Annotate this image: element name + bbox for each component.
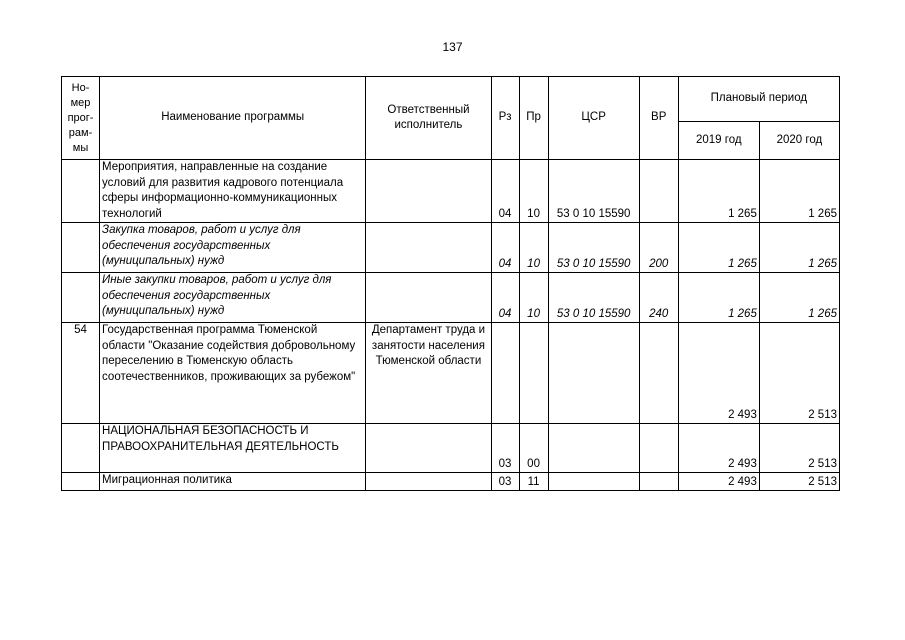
cell-program-number: [62, 473, 100, 491]
cell-program-name: Мероприятия, направленные на создание условий для развития кадрового потенциала сферы информационно-коммуникационных технологий: [100, 160, 366, 223]
cell-pr: 00: [519, 424, 548, 473]
cell-pr: 10: [519, 160, 548, 223]
cell-csr: [548, 473, 639, 491]
budget-table: [61, 76, 840, 491]
cell-executor: [366, 424, 491, 473]
header-vr: ВР: [639, 77, 678, 160]
cell-vr: [639, 323, 678, 424]
cell-csr: 53 0 10 15590: [548, 223, 639, 273]
cell-amount-2020: 1 265: [759, 273, 839, 323]
cell-csr: 53 0 10 15590: [548, 273, 639, 323]
cell-amount-2020: 1 265: [759, 160, 839, 223]
table-row: [62, 273, 840, 323]
header-responsible-executor: Ответственный исполнитель: [366, 77, 491, 160]
header-program-name: Наименование программы: [100, 77, 366, 160]
cell-amount-2019: 2 493: [678, 424, 759, 473]
cell-rz: 04: [491, 223, 519, 273]
cell-program-name: Иные закупки товаров, работ и услуг для обеспечения государственных (муниципальных) нужд: [100, 273, 366, 323]
table-row: [62, 424, 840, 473]
cell-csr: 53 0 10 15590: [548, 160, 639, 223]
header-csr: ЦСР: [548, 77, 639, 160]
cell-executor: [366, 273, 491, 323]
cell-vr: [639, 473, 678, 491]
cell-csr: [548, 424, 639, 473]
cell-program-number: 54: [62, 323, 100, 424]
page-number: 137: [442, 40, 463, 54]
cell-program-number: [62, 273, 100, 323]
cell-program-name: НАЦИОНАЛЬНАЯ БЕЗОПАСНОСТЬ И ПРАВООХРАНИТЕЛЬНАЯ ДЕЯТЕЛЬНОСТЬ: [100, 424, 366, 473]
cell-amount-2019: 2 493: [678, 473, 759, 491]
header-pr: Пр: [519, 77, 548, 160]
cell-program-number: [62, 424, 100, 473]
cell-vr: [639, 424, 678, 473]
cell-amount-2019: 2 493: [678, 323, 759, 424]
cell-amount-2019: 1 265: [678, 273, 759, 323]
cell-pr: 10: [519, 273, 548, 323]
header-year-2019: 2019 год: [678, 122, 759, 160]
cell-program-name: Закупка товаров, работ и услуг для обеспечения государственных (муниципальных) нужд: [100, 223, 366, 273]
cell-program-name: Миграционная политика: [100, 473, 366, 491]
cell-amount-2020: 2 513: [759, 424, 839, 473]
cell-vr: [639, 160, 678, 223]
cell-vr: 240: [639, 273, 678, 323]
cell-executor: [366, 223, 491, 273]
table-row: [62, 160, 840, 223]
cell-amount-2019: 1 265: [678, 160, 759, 223]
cell-rz: 04: [491, 273, 519, 323]
header-row-1: [62, 77, 840, 122]
cell-pr: 10: [519, 223, 548, 273]
cell-rz: [491, 323, 519, 424]
header-year-2020: 2020 год: [759, 122, 839, 160]
cell-rz: 03: [491, 473, 519, 491]
cell-vr: 200: [639, 223, 678, 273]
cell-amount-2020: 2 513: [759, 473, 839, 491]
header-planned-period: Плановый период: [678, 77, 839, 122]
cell-pr: [519, 323, 548, 424]
cell-amount-2019: 1 265: [678, 223, 759, 273]
cell-executor: [366, 160, 491, 223]
cell-executor: [366, 473, 491, 491]
table-row: [62, 223, 840, 273]
cell-program-number: [62, 160, 100, 223]
table-row: [62, 473, 840, 491]
cell-program-name: Государственная программа Тюменской области "Оказание содействия добровольному переселению в Тюменскую область соотечественников, проживающих за рубежом": [100, 323, 366, 424]
cell-pr: 11: [519, 473, 548, 491]
header-program-number: Но- мер прог- рам- мы: [62, 77, 100, 160]
cell-rz: 04: [491, 160, 519, 223]
table-row: [62, 323, 840, 424]
cell-csr: [548, 323, 639, 424]
cell-program-number: [62, 223, 100, 273]
cell-amount-2020: 2 513: [759, 323, 839, 424]
cell-rz: 03: [491, 424, 519, 473]
cell-executor: Департамент труда и занятости населения Тюменской области: [366, 323, 491, 424]
cell-amount-2020: 1 265: [759, 223, 839, 273]
header-rz: Рз: [491, 77, 519, 160]
